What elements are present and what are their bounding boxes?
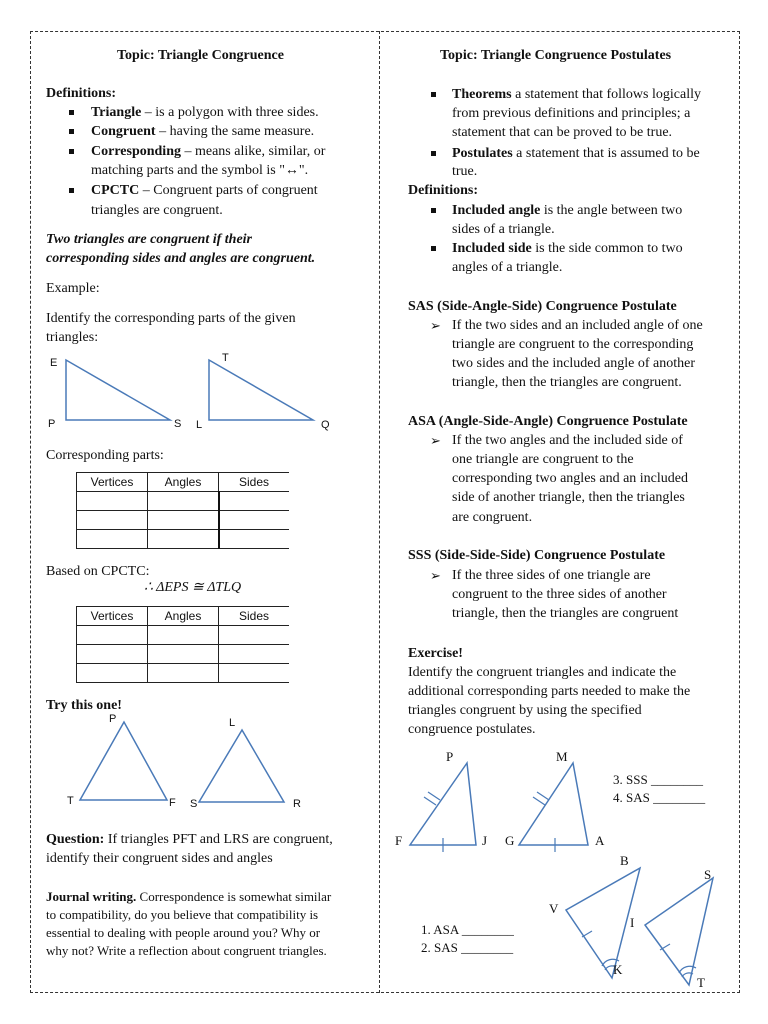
vertex-label: R: [293, 798, 301, 810]
vertex-label: T: [697, 975, 705, 990]
exercise-item[interactable]: 3. SSS ________: [613, 772, 703, 787]
vertex-label: S: [190, 798, 198, 810]
right-topic-title: Topic: Triangle Congruence Postulates: [440, 48, 672, 63]
exercise-line: congruence postulates.: [408, 722, 536, 737]
exercise-item[interactable]: 1. ASA ________: [421, 922, 514, 937]
arrow-bullet-icon: ➢: [430, 433, 441, 448]
journal-line2: to compatibility, do you believe that compatibility is: [46, 907, 319, 922]
statement-line1: Two triangles are congruent if their: [46, 232, 253, 247]
journal-line4: why not? Write a reflection about congruent triangles.: [46, 943, 327, 958]
vertex-label: T: [67, 795, 74, 807]
theorems-line3: statement that can be proved to be true.: [452, 125, 673, 140]
question-line1: Question: If triangles PFT and LRS are congruent,: [46, 832, 333, 847]
vertex-label: E: [50, 357, 58, 369]
vertex-label: B: [620, 853, 629, 868]
sas-title: SAS (Side-Angle-Side) Congruence Postulate: [408, 299, 677, 314]
arrow-bullet-icon: ➢: [430, 318, 441, 333]
asa-line: are congruent.: [452, 510, 533, 525]
asa-line: side of another triangle, then the triangles: [452, 490, 685, 505]
table-header: Angles: [148, 607, 219, 626]
table-header: Sides: [219, 473, 290, 492]
sss-title: SSS (Side-Side-Side) Congruence Postulate: [408, 548, 666, 563]
included-angle-line1: Included angle is the angle between two: [452, 203, 683, 218]
vertex-label: F: [395, 833, 403, 848]
journal-line3: essential to dealing with people around you? Why or: [46, 925, 321, 940]
corresponding-parts-label: Corresponding parts:: [46, 448, 164, 463]
exercise-heading: Exercise!: [408, 646, 463, 661]
def-corresponding-cont: matching parts and the symbol is "↔".: [91, 163, 309, 178]
sas-line: two sides and the included angle of another: [452, 356, 695, 371]
table-header: Sides: [219, 607, 290, 626]
vertex-label: V: [549, 901, 559, 916]
asa-line: one triangle are congruent to the: [452, 452, 634, 467]
arrow-bullet-icon: ➢: [430, 568, 441, 583]
vertex-label: Q: [321, 419, 330, 431]
def-congruent: Congruent – having the same measure.: [91, 124, 315, 139]
vertex-label: I: [630, 915, 635, 930]
vertex-label: T: [222, 352, 229, 364]
exercise-line: additional corresponding parts needed to make the: [408, 684, 691, 699]
journal-line1: Journal writing. Correspondence is somewhat similar: [46, 889, 332, 904]
def-cpctc-cont: triangles are congruent.: [91, 203, 223, 218]
vertex-label: P: [48, 418, 56, 430]
sas-line: triangle, then the triangles are congruent.: [452, 375, 682, 390]
congruence-statement: ∴ ΔEPS ≅ ΔTLQ: [144, 580, 242, 595]
definitions-heading: Definitions:: [46, 86, 116, 101]
sas-line: triangle are congruent to the corresponding: [452, 337, 694, 352]
vertex-label: P: [109, 713, 117, 725]
vertex-label: S: [174, 418, 182, 430]
try-this-one: Try this one!: [46, 698, 122, 713]
exercise-line: Identify the congruent triangles and indicate the: [408, 665, 677, 680]
def-cpctc: CPCTC – Congruent parts of congruent: [91, 183, 318, 198]
vertex-label: L: [229, 717, 236, 729]
exercise-line: triangles congruent by using the specified: [408, 703, 642, 718]
vertex-label: M: [556, 749, 568, 764]
vertex-label: G: [505, 833, 515, 848]
example-label: Example:: [46, 281, 100, 296]
def-triangle: Triangle – is a polygon with three sides.: [91, 105, 319, 120]
included-side-line2: angles of a triangle.: [452, 260, 563, 275]
statement-line2: corresponding sides and angles are congruent.: [46, 251, 316, 266]
vertex-label: A: [595, 833, 605, 848]
sss-line: congruent to the three sides of another: [452, 587, 667, 602]
exercise-item[interactable]: 2. SAS ________: [421, 940, 514, 955]
exercise-item[interactable]: 4. SAS ________: [613, 790, 706, 805]
sss-line: triangle, then the triangles are congruent: [452, 606, 679, 621]
sss-line: If the three sides of one triangle are: [452, 568, 651, 583]
right-definitions-heading: Definitions:: [408, 183, 478, 198]
table-header: Angles: [148, 473, 219, 492]
theorems-line1: Theorems a statement that follows logically: [452, 87, 701, 102]
table-header: Vertices: [77, 607, 148, 626]
table-header: Vertices: [77, 473, 148, 492]
sas-line: If the two sides and an included angle of one: [452, 318, 703, 333]
left-topic-title: Topic: Triangle Congruence: [117, 48, 284, 63]
theorems-line2: from previous definitions and principles; a: [452, 106, 691, 121]
identify-line2: triangles:: [46, 330, 99, 345]
vertex-label: F: [169, 797, 176, 809]
vertex-label: K: [613, 962, 623, 977]
included-angle-line2: sides of a triangle.: [452, 222, 555, 237]
postulates-line2: true.: [452, 164, 478, 179]
vertex-label: L: [196, 419, 203, 431]
vertex-label: S: [704, 867, 712, 882]
vertex-label: J: [482, 833, 488, 848]
identify-line1: Identify the corresponding parts of the given: [46, 311, 296, 326]
asa-line: If the two angles and the included side of: [452, 433, 683, 448]
based-on-cpctc: Based on CPCTC:: [46, 564, 150, 579]
vertex-label: P: [446, 749, 454, 764]
included-side-line1: Included side is the side common to two: [452, 241, 683, 256]
asa-title: ASA (Angle-Side-Angle) Congruence Postulate: [408, 414, 688, 429]
postulates-line1: Postulates a statement that is assumed to be: [452, 146, 700, 161]
question-line2: identify their congruent sides and angles: [46, 851, 273, 866]
asa-line: corresponding two angles and an included: [452, 471, 688, 486]
def-corresponding: Corresponding – means alike, similar, or: [91, 144, 326, 159]
